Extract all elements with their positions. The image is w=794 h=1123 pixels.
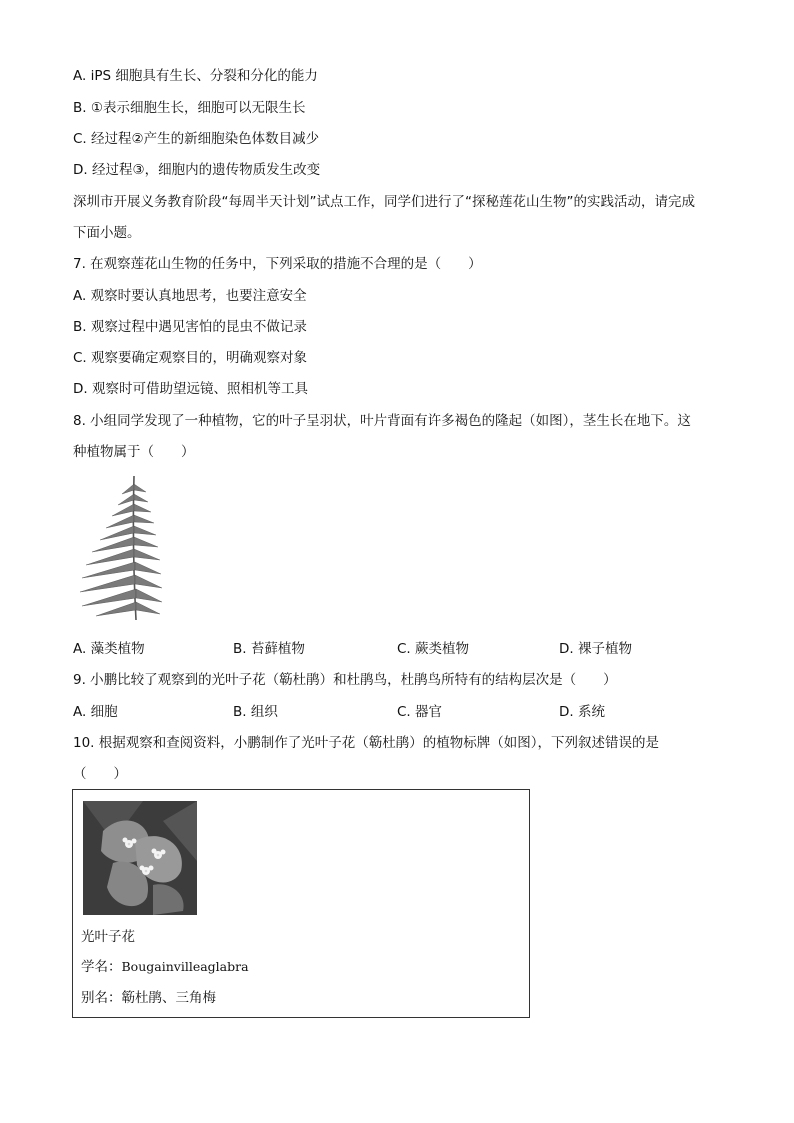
question-7-option-a: A. 观察时要认真地思考，也要注意安全	[73, 288, 307, 304]
question-9-options	[73, 703, 673, 721]
plant-label-card	[72, 789, 530, 1018]
option-d-text: D. 经过程③，细胞内的遗传物质发生改变	[73, 162, 321, 178]
option-b-text: B. ①表示细胞生长，细胞可以无限生长	[73, 100, 306, 116]
option-c-text: C. 经过程②产生的新细胞染色体数目减少	[73, 131, 320, 147]
question-8-option-c: C. 蕨类植物	[397, 641, 470, 657]
question-8-option-a: A. 藻类植物	[73, 641, 145, 657]
intro-text-line-2: 下面小题。	[73, 225, 141, 241]
question-10-stem-line-2: （ ）	[73, 766, 127, 782]
intro-text-line-1: 深圳市开展义务教育阶段“每周半天计划”试点工作，同学们进行了“探秘莲花山生物”的实践活动，请完成	[73, 194, 695, 210]
question-9-option-d: D. 系统	[559, 704, 605, 720]
question-10-stem-line-1: 10. 根据观察和查阅资料，小鹏制作了光叶子花（簕杜鹃）的植物标牌（如图），下列叙述错误的是	[73, 735, 660, 751]
question-8-options	[73, 640, 673, 658]
question-9-option-b: B. 组织	[233, 704, 278, 720]
plant-scientific-name	[81, 958, 249, 976]
fern-leaf-image	[76, 474, 162, 620]
question-9-option-a: A. 细胞	[73, 704, 118, 720]
bougainvillea-photo	[83, 801, 197, 915]
question-7-option-b: B. 观察过程中遇见害怕的昆虫不做记录	[73, 319, 307, 335]
question-9-option-c: C. 器官	[397, 704, 443, 720]
option-a-text: A. iPS 细胞具有生长、分裂和分化的能力	[73, 68, 318, 84]
scientific-name-label: 学名：	[81, 959, 122, 975]
question-8-option-b: B. 苔藓植物	[233, 641, 305, 657]
question-9-stem: 9. 小鹏比较了观察到的光叶子花（簕杜鹃）和杜鹃鸟，杜鹃鸟所特有的结构层次是（ ）	[73, 672, 617, 688]
question-8-stem-line-1: 8. 小组同学发现了一种植物，它的叶子呈羽状，叶片背面有许多褐色的隆起（如图），茎生长在地下。这	[73, 413, 691, 429]
question-8-option-d: D. 裸子植物	[559, 641, 632, 657]
question-7-option-d: D. 观察时可借助望远镜、照相机等工具	[73, 381, 308, 397]
question-7-option-c: C. 观察要确定观察目的，明确观察对象	[73, 350, 308, 366]
plant-common-name: 光叶子花	[81, 929, 135, 945]
question-8-stem-line-2: 种植物属于（ ）	[73, 444, 195, 460]
question-7-stem: 7. 在观察莲花山生物的任务中，下列采取的措施不合理的是（ ）	[73, 256, 482, 272]
scientific-name-value: Bougainvilleaglabra	[121, 959, 249, 974]
plant-alias: 别名：簕杜鹃、三角梅	[81, 990, 216, 1006]
